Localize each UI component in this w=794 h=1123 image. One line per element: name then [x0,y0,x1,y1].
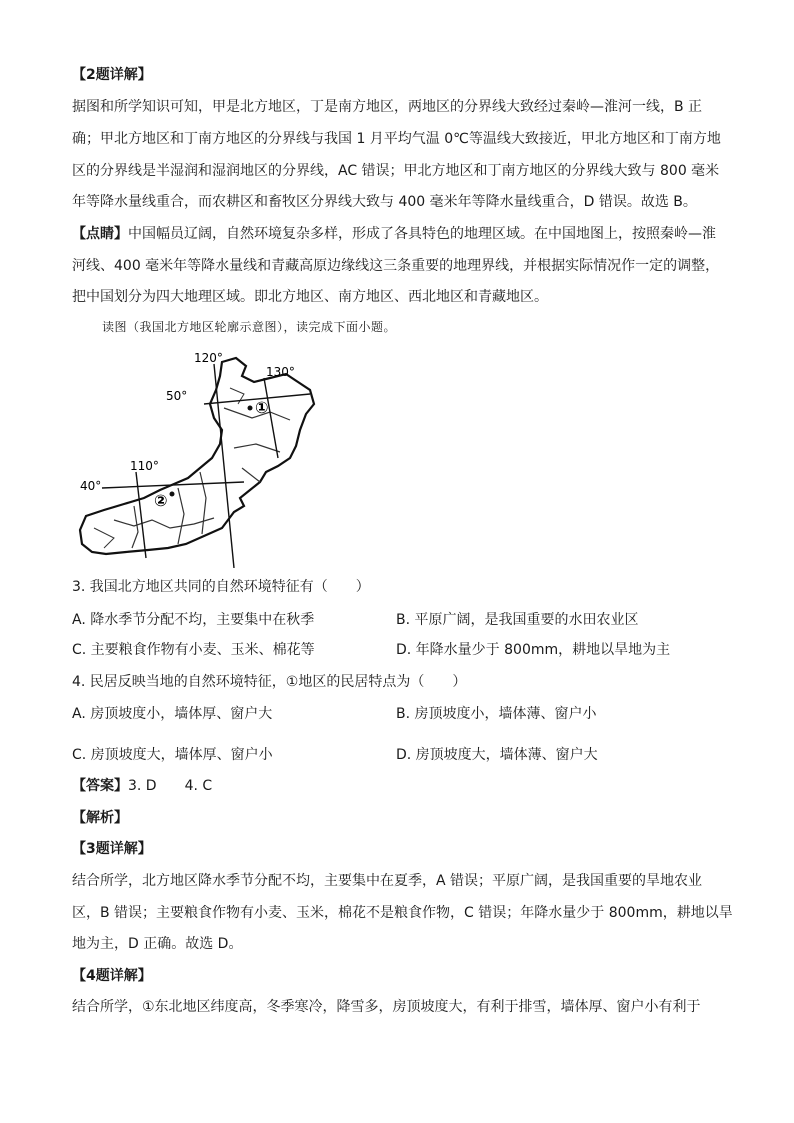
lat-label-50: 50° [166,389,188,403]
answer-label: 【答案】 [72,778,128,794]
marker-1: ① [255,398,269,417]
lon-label-120: 120° [194,351,223,365]
internal-boundary [234,444,280,452]
internal-boundary [178,488,184,544]
lat-label-40: 40° [80,479,102,493]
lon-label-110: 110° [130,459,159,473]
q4-stem: 4. 民居反映当地的自然环境特征，①地区的民居特点为（ ） [72,674,467,690]
answer-row [72,777,212,795]
tip-line-1 [72,225,724,243]
answer-value: 3. D 4. C [128,778,213,794]
q4-option-a: A. 房顶坡度小，墙体厚、窗户大 [72,706,273,722]
q3-option-c: C. 主要粮食作物有小麦、玉米、棉花等 [72,642,315,658]
location-dot-2 [170,492,175,497]
tip-label: 【点睛】 [72,226,128,242]
internal-boundary [242,468,260,482]
tip-text-1: 中国幅员辽阔，自然环境复杂多样，形成了各具特色的地理区域。在中国地图上，按照秦岭—淮 [128,226,716,242]
q3-detail-title: 【3题详解】 [72,841,152,857]
q3-option-d: D. 年降水量少于 800mm，耕地以旱地为主 [396,642,671,658]
q3-option-a: A. 降水季节分配不均，主要集中在秋季 [72,612,315,628]
internal-boundary [132,506,138,548]
internal-boundary [94,528,114,548]
q3-detail-line-3: 地为主，D 正确。故选 D。 [72,936,243,952]
q4-option-c: C. 房顶坡度大，墙体厚、窗户小 [72,747,273,763]
q3-stem: 3. 我国北方地区共同的自然环境特征有（ ） [72,579,370,595]
lon-label-130: 130° [266,365,295,379]
q2-detail-line-4: 年等降水量线重合，而农耕区和畜牧区分界线大致与 400 毫米年等降水量线重合，D 错误。故选 B。 [72,194,697,210]
tip-line-2: 河线、400 毫米年等降水量线和青藏高原边缘线这三条重要的地理界线，并根据实际情况作一定的调整， [72,258,720,274]
q2-detail-line-1: 据图和所学知识可知，甲是北方地区，丁是南方地区，两地区的分界线大致经过秦岭—淮河一线，B 正 [72,99,703,115]
meridian-120 [214,364,234,568]
q4-detail-line-1: 结合所学，①东北地区纬度高，冬季寒冷，降雪多，房顶坡度大，有利于排雪，墙体厚、窗户小有利于 [72,999,701,1015]
meridian-130 [264,378,278,458]
q3-option-b: B. 平原广阔，是我国重要的水田农业区 [396,612,639,628]
q3-detail-line-2: 区，B 错误；主要粮食作物有小麦、玉米，棉花不是粮食作物，C 错误；年降水量少于 800mm，耕地以旱 [72,905,733,921]
internal-boundary [114,518,214,528]
north-china-outline-map [74,348,334,568]
q2-detail-line-2: 确；甲北方地区和丁南方地区的分界线与我国 1 月平均气温 0℃等温线大致接近，甲北方地区和丁南方地 [72,131,721,147]
marker-2: ② [154,491,168,510]
q3-detail-line-1: 结合所学，北方地区降水季节分配不均，主要集中在夏季，A 错误；平原广阔，是我国重要的旱地农业 [72,873,703,889]
internal-boundary [200,472,206,534]
q2-detail-line-3: 区的分界线是半湿润和湿润地区的分界线，AC 错误；甲北方地区和丁南方地区的分界线大致与 800 毫米 [72,163,720,179]
meridian-110 [136,472,146,558]
parallel-40 [102,482,244,488]
tip-line-3: 把中国划分为四大地理区域。即北方地区、南方地区、西北地区和青藏地区。 [72,289,548,305]
map-caption: 读图（我国北方地区轮廓示意图），读完成下面小题。 [102,320,397,334]
region-outline [80,358,314,554]
q4-option-b: B. 房顶坡度小，墙体薄、窗户小 [396,706,597,722]
q2-detail-title: 【2题详解】 [72,67,152,83]
q4-detail-title: 【4题详解】 [72,968,152,984]
analysis-label: 【解析】 [72,810,128,826]
location-dot-1 [248,406,253,411]
q4-option-d: D. 房顶坡度大，墙体薄、窗户大 [396,747,598,763]
